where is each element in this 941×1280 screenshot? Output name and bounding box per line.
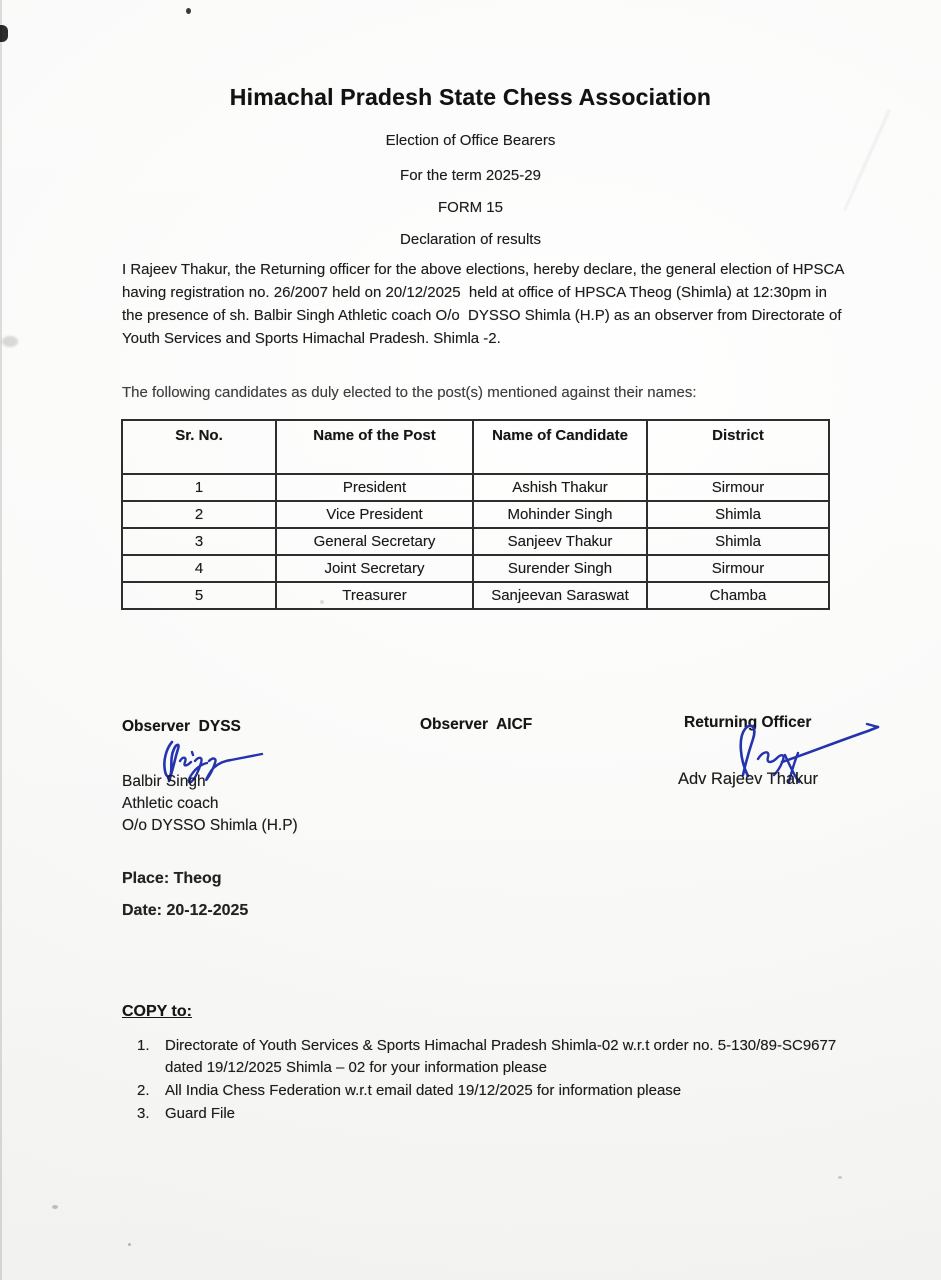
cell-sr: 1 — [122, 474, 276, 501]
table-row — [122, 474, 829, 501]
cell-post: General Secretary — [276, 528, 473, 555]
cell-candidate: Sanjeevan Saraswat — [473, 582, 647, 609]
cell-sr: 2 — [122, 501, 276, 528]
results-table-header-row — [122, 420, 829, 474]
table-row — [122, 501, 829, 528]
cell-sr: 4 — [122, 555, 276, 582]
form-number: FORM 15 — [437, 199, 503, 216]
cell-district: Shimla — [647, 528, 829, 555]
cell-district: Shimla — [647, 501, 829, 528]
cell-post: Treasurer — [276, 582, 473, 609]
cell-district: Sirmour — [647, 555, 829, 582]
list-item — [137, 1080, 849, 1102]
cell-candidate: Mohinder Singh — [473, 501, 647, 528]
declaration-paragraph: I Rajeev Thakur, the Returning officer for the above elections, hereby declare, the general election of HPSCA having registration no. 26/2007 held on 20/12/2025 held at office of HPSCA Theog (Shimla) at 12:30pm in the presence of sh. Balbir Singh Athletic coach O/o DYSSO Shimla (H.P) as an observer from Directorate of Youth Services and Sports Himachal Pradesh. Shimla -2. — [122, 261, 848, 347]
observer-dyss-designation: Athletic coach — [122, 795, 219, 812]
scan-speck — [838, 1176, 842, 1179]
date-line: Date: 20-12-2025 — [122, 902, 249, 919]
scan-smudge — [2, 336, 18, 347]
observer-dyss-name: Balbir Singh — [122, 773, 206, 790]
subtitle-declaration: Declaration of results — [400, 231, 541, 248]
cell-sr: 3 — [122, 528, 276, 555]
list-item-text: Guard File — [165, 1105, 236, 1122]
subtitle-term: For the term 2025-29 — [400, 167, 541, 184]
table-row — [122, 528, 829, 555]
list-item-text: All India Chess Federation w.r.t email dated 19/12/2025 for information please — [165, 1082, 682, 1099]
list-item — [137, 1103, 849, 1125]
list-item — [137, 1035, 849, 1079]
copy-to-list — [137, 1035, 849, 1126]
copy-to-heading: COPY to: — [122, 1003, 192, 1020]
scan-blob — [0, 25, 8, 42]
list-item-number: 3. — [137, 1105, 150, 1122]
header-district: District — [647, 420, 829, 474]
observer-dyss-office: O/o DYSSO Shimla (H.P) — [122, 817, 298, 834]
header-candidate: Name of Candidate — [473, 420, 647, 474]
header-post: Name of the Post — [276, 420, 473, 474]
cell-candidate: Sanjeev Thakur — [473, 528, 647, 555]
table-row — [122, 582, 829, 609]
scan-speck — [186, 8, 191, 14]
list-item-number: 1. — [137, 1037, 150, 1054]
list-item-text: Directorate of Youth Services & Sports Himachal Pradesh Shimla-02 w.r.t order no. 5-130/89-SC9677 dated 19/12/2025 Shimla – 02 for your information please — [165, 1037, 837, 1076]
returning-officer-name: Adv Rajeev Thakur — [678, 770, 819, 788]
place-line: Place: Theog — [122, 870, 222, 887]
cell-candidate: Surender Singh — [473, 555, 647, 582]
returning-officer-label: Returning Officer — [684, 714, 812, 731]
scan-speck — [52, 1205, 58, 1209]
document-title: Himachal Pradesh State Chess Association — [229, 84, 712, 110]
observer-aicf-label: Observer AICF — [420, 716, 533, 733]
cell-district: Chamba — [647, 582, 829, 609]
subtitle-election: Election of Office Bearers — [385, 132, 556, 149]
header-sr-no: Sr. No. — [122, 420, 276, 474]
scan-speck — [128, 1243, 131, 1246]
results-table — [121, 419, 830, 610]
table-row — [122, 555, 829, 582]
table-intro-line: The following candidates as duly elected to the post(s) mentioned against their names: — [122, 384, 697, 401]
cell-sr: 5 — [122, 582, 276, 609]
cell-candidate: Ashish Thakur — [473, 474, 647, 501]
cell-district: Sirmour — [647, 474, 829, 501]
scan-crease — [844, 109, 891, 210]
observer-dyss-label: Observer DYSS — [122, 718, 241, 735]
cell-post: President — [276, 474, 473, 501]
cell-post: Joint Secretary — [276, 555, 473, 582]
list-item-number: 2. — [137, 1082, 150, 1099]
cell-post: Vice President — [276, 501, 473, 528]
scan-edge-shadow — [0, 0, 2, 1280]
